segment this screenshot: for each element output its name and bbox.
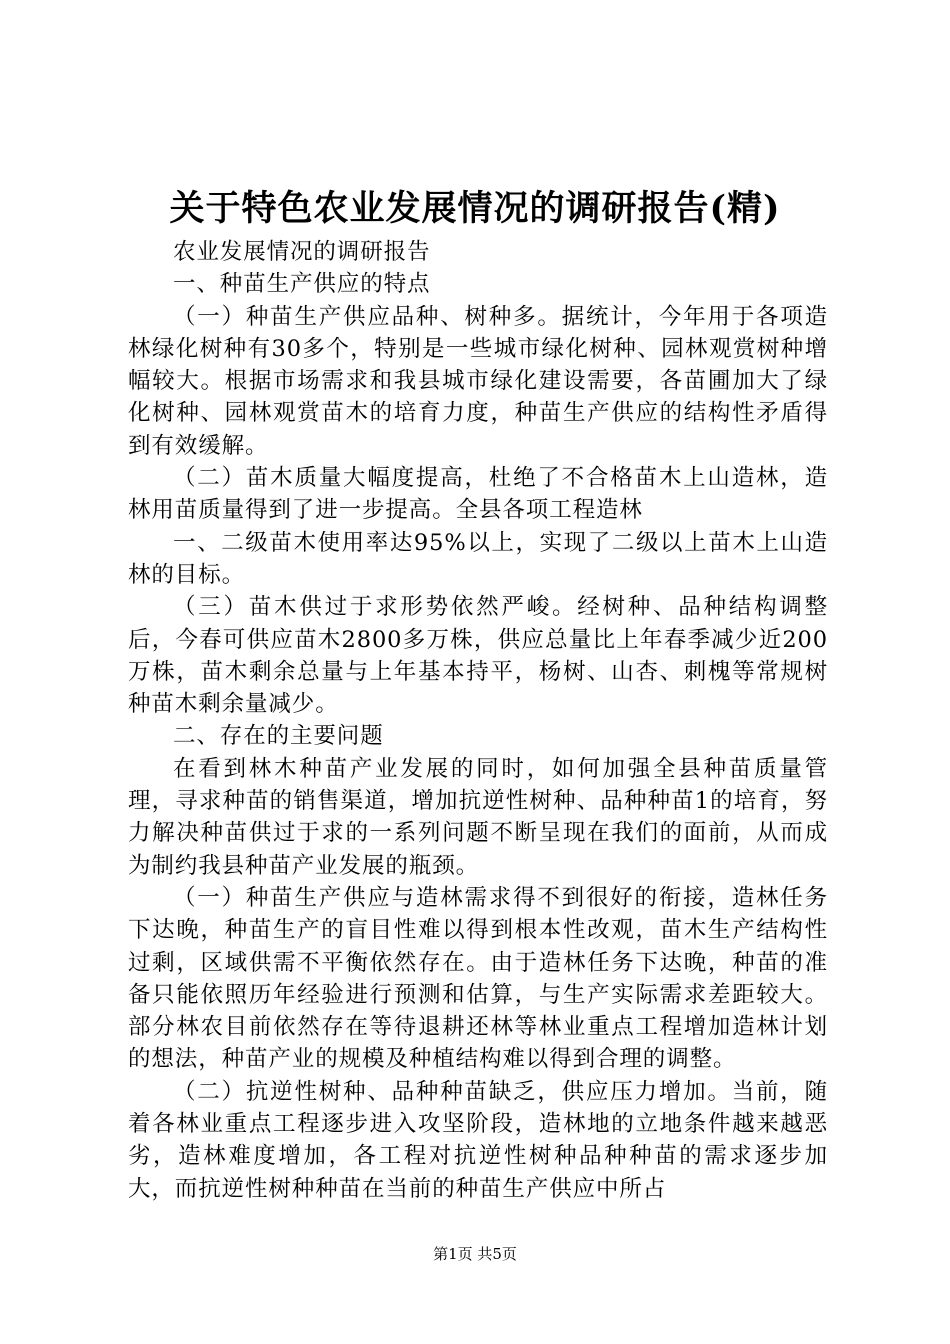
page-footer: 第1页 共5页 xyxy=(433,1245,517,1263)
paragraph: （三）苗木供过于求形势依然严峻。经树种、品种结构调整后，今春可供应苗木2800多万株，供应总量比上年春季减少近200万株，苗木剩余总量与上年基本持平，杨树、山杏、刺槐等常规树种苗木剩余量减少。 xyxy=(128,594,828,718)
document-body xyxy=(128,236,828,1205)
section-heading: 一、种苗生产供应的特点 xyxy=(173,271,431,298)
paragraph: （二）苗木质量大幅度提高，杜绝了不合格苗木上山造林，造林用苗质量得到了进一步提高。全县各项工程造林 xyxy=(128,465,828,524)
document-title: 关于特色农业发展情况的调研报告(精) xyxy=(169,188,781,229)
paragraph: 在看到林木种苗产业发展的同时，如何加强全县种苗质量管理，寻求种苗的销售渠道，增加抗逆性树种、品种种苗1的培育，努力解决种苗供过于求的一系列问题不断呈现在我们的面前，从而成为制约我县种苗产业发展的瓶颈。 xyxy=(128,755,828,879)
paragraph: （二）抗逆性树种、品种种苗缺乏，供应压力增加。当前，随着各林业重点工程逐步进入攻坚阶段，造林地的立地条件越来越恶劣，造林难度增加，各工程对抗逆性树种品种种苗的需求逐步加大，而抗逆性树种种苗在当前的种苗生产供应中所占 xyxy=(128,1078,828,1202)
paragraph: （一）种苗生产供应与造林需求得不到很好的衔接，造林任务下达晚，种苗生产的盲目性难以得到根本性改观，苗木生产结构性过剩，区域供需不平衡依然存在。由于造林任务下达晚，种苗的准备只能依照历年经验进行预测和估算，与生产实际需求差距较大。部分林农目前依然存在等待退耕还林等林业重点工程增加造林计划的想法，种苗产业的规模及种植结构难以得到合理的调整。 xyxy=(128,884,828,1073)
paragraph: 一、二级苗木使用率达95%以上，实现了二级以上苗木上山造林的目标。 xyxy=(128,529,828,588)
paragraph: 农业发展情况的调研报告 xyxy=(173,239,431,265)
section-heading: 二、存在的主要问题 xyxy=(173,723,384,750)
paragraph: （一）种苗生产供应品种、树种多。据统计，今年用于各项造林绿化树种有30多个，特别是一些城市绿化树种、园林观赏树种增幅较大。根据市场需求和我县城市绿化建设需要，各苗圃加大了绿化树种、园林观赏苗木的培育力度，种苗生产供应的结构性矛盾得到有效缓解。 xyxy=(128,303,828,459)
